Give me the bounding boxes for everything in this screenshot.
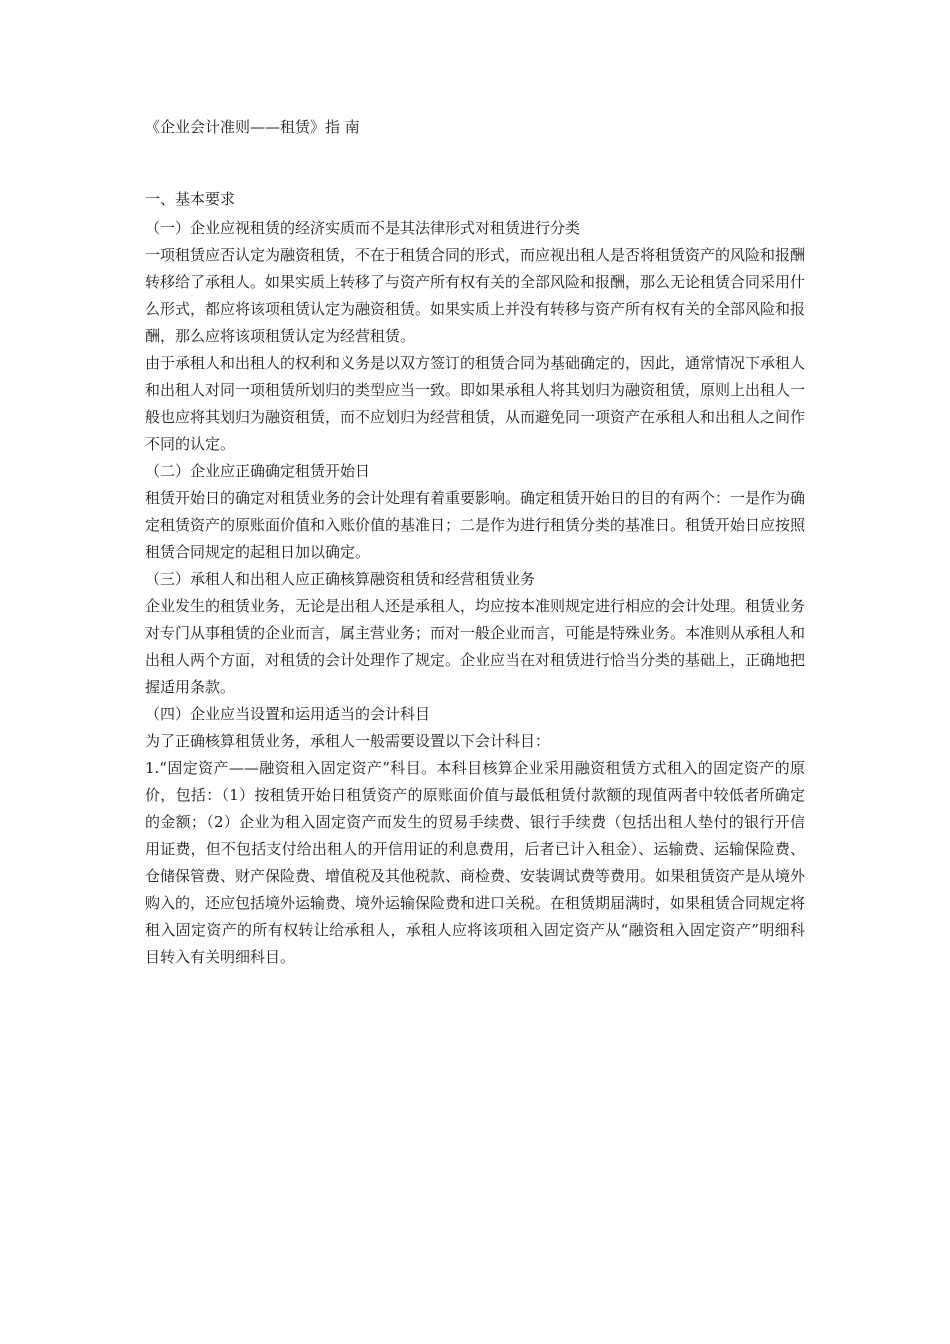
subheading-classification: （一）企业应视租赁的经济实质而不是其法律形式对租赁进行分类 xyxy=(145,219,581,237)
subheading-lease-start-date: （二）企业应正确确定租赁开始日 xyxy=(145,462,371,480)
subheading-accounts: （四）企业应当设置和运用适当的会计科目 xyxy=(145,705,431,723)
paragraph-accounting-treatment: 企业发生的租赁业务，无论是出租人还是承租人，均应按本准则规定进行相应的会计处理。租赁业务对专门从事租赁的企业而言，属主营业务；而对一般企业而言，可能是特殊业务。本准则从承租人和出租人两个方面，对租赁的会计处理作了规定。企业应当在对租赁进行恰当分类的基础上，正确地把握适用条款。 xyxy=(145,597,806,696)
document-body xyxy=(145,186,805,971)
document-title: 《企业会计准则——租赁》指 南 xyxy=(145,118,360,136)
subheading-accounting-treatment: （三）承租人和出租人应正确核算融资租赁和经营租赁业务 xyxy=(145,570,536,588)
paragraph-finance-lease-definition: 一项租赁应否认定为融资租赁，不在于租赁合同的形式，而应视出租人是否将租赁资产的风险和报酬转移给了承租人。如果实质上转移了与资产所有权有关的全部风险和报酬，那么无论租赁合同采用什么形式，都应将该项租赁认定为融资租赁。如果实质上并没有转移与资产所有权有关的全部风险和报酬，那么应将该项租赁认定为经营租赁。 xyxy=(145,246,806,345)
paragraph-accounts-intro: 为了正确核算租赁业务，承租人一般需要设置以下会计科目： xyxy=(145,732,551,750)
paragraph-consistent-classification: 由于承租人和出租人的权利和义务是以双方签订的租赁合同为基础确定的，因此，通常情况下承租人和出租人对同一项租赁所划归的类型应当一致。即如果承租人将其划归为融资租赁，原则上出租人一般也应将其划归为融资租赁，而不应划归为经营租赁，从而避免同一项资产在承租人和出租人之间作不同的认定。 xyxy=(145,354,806,453)
section-heading-basic-requirements: 一、基本要求 xyxy=(145,190,236,208)
paragraph-fixed-asset-account: 1.“固定资产——融资租入固定资产”科目。本科目核算企业采用融资租赁方式租入的固定资产的原价，包括：（1）按租赁开始日租赁资产的原账面价值与最低租赁付款额的现值两者中较低者所确定的金额；（2）企业为租入固定资产而发生的贸易手续费、银行手续费（包括出租人垫付的银行开信用证费，但不包括支付给出租人的开信用证的利息费用，后者已计入租金）、运输费、运输保险费、仓储保管费、财产保险费、增值税及其他税款、商检费、安装调试费等费用。如果租赁资产是从境外购入的，还应包括境外运输费、境外运输保险费和进口关税。在租赁期届满时，如果租赁合同规定将租入固定资产的所有权转让给承租人，承租人应将该项租入固定资产从“融资租入固定资产”明细科目转入有关明细科目。 xyxy=(145,759,806,966)
paragraph-lease-start-date: 租赁开始日的确定对租赁业务的会计处理有着重要影响。确定租赁开始日的目的有两个：一是作为确定租赁资产的原账面价值和入账价值的基准日；二是作为进行租赁分类的基准日。租赁开始日应按照租赁合同规定的起租日加以确定。 xyxy=(145,489,806,561)
